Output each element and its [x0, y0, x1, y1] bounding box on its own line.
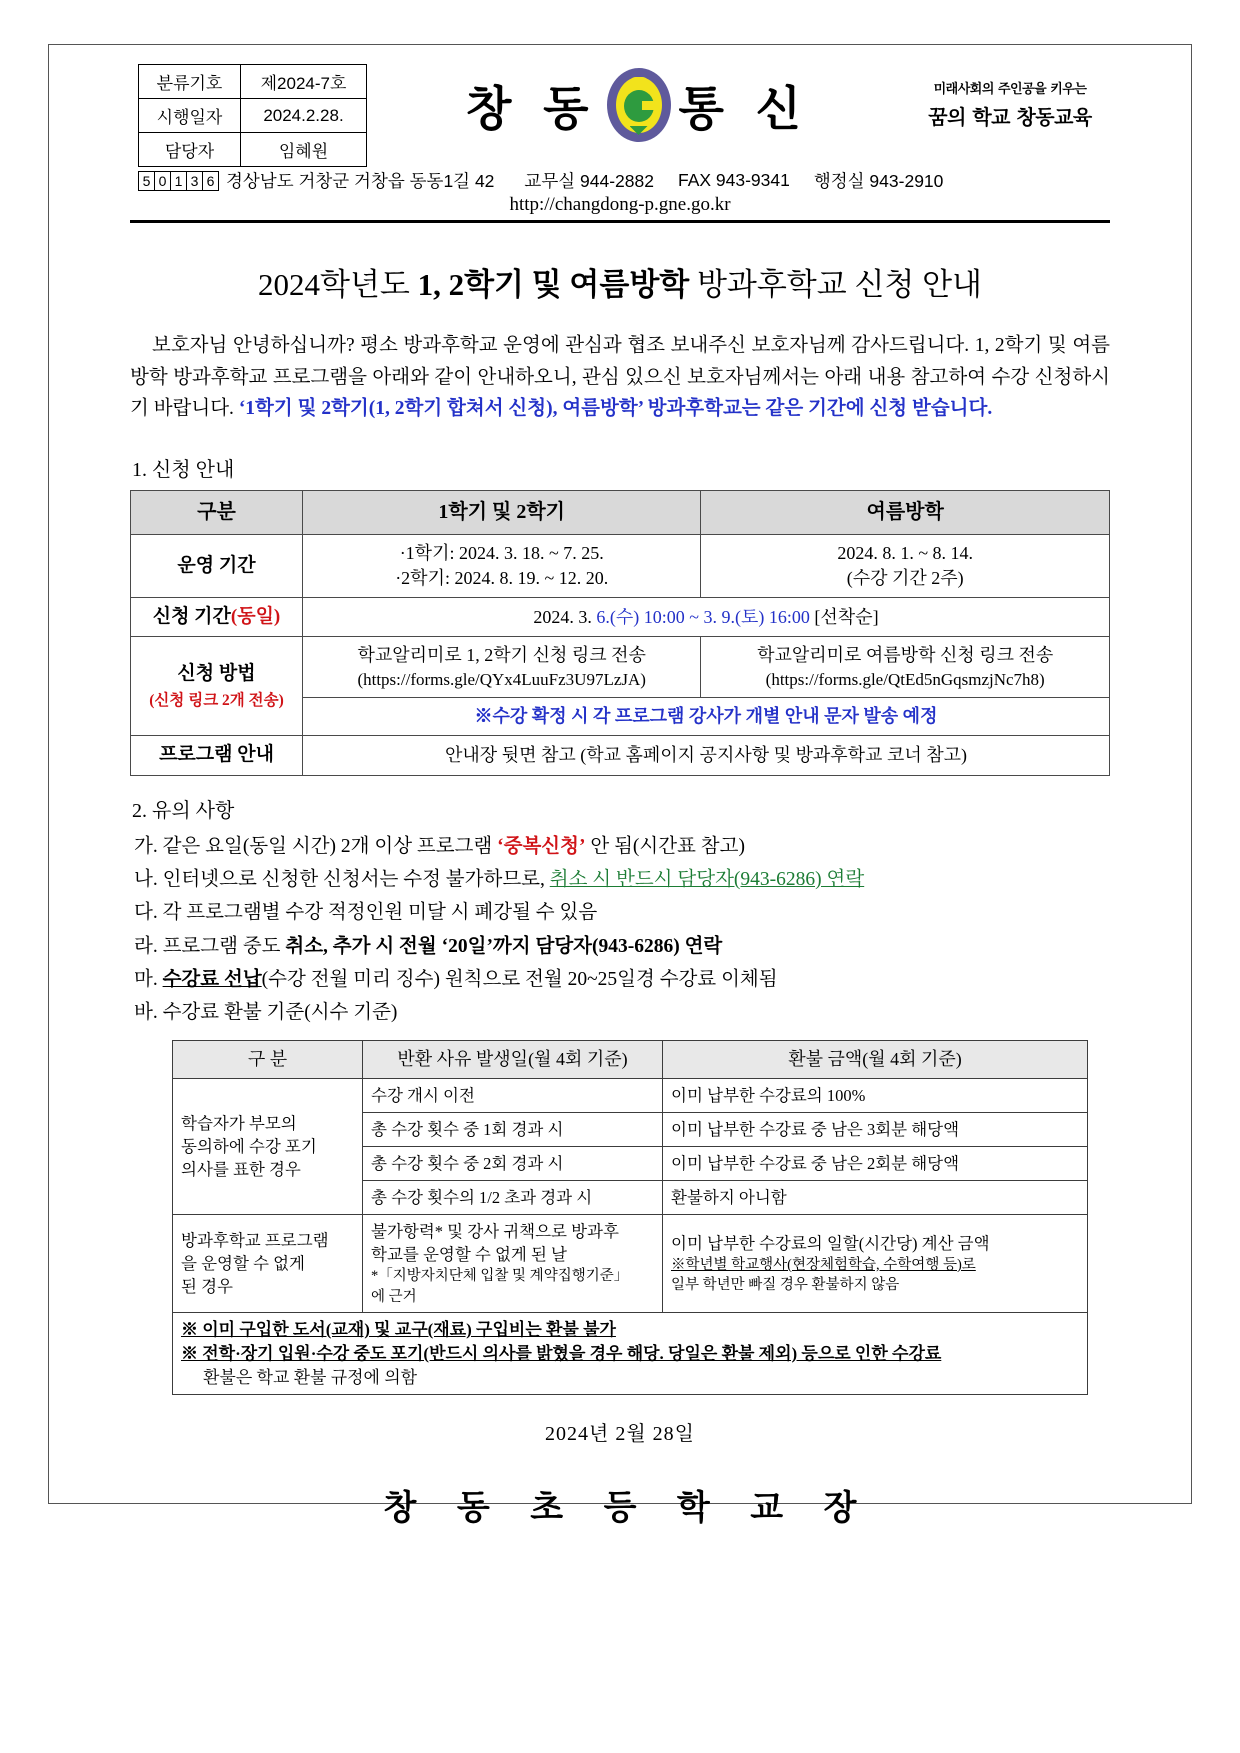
slogan-line-1: 미래사회의 주인공을 키우는 [933, 82, 1087, 97]
title-part-2: 방과후학교 신청 안내 [689, 267, 982, 302]
postal-code: 5 0 1 3 6 [138, 171, 218, 191]
intro-black-text: 보호자님 안녕하십니까? 평소 방과후학교 운영에 관심과 협조 보내주신 보호자님께 감사드립니다. 1, 2학기 및 여름방학 방과후학교 프로그램을 아래와 같이 안내하오니, 관심 있으신 보호자님께서는 아래 내용 참고하여 수강 신청하시기 바랍니다. [130, 335, 1110, 420]
group-2-label-line-2: 을 운영할 수 없게 [181, 1254, 305, 1274]
summer-period-duration: (수강 기간 2주) [846, 568, 964, 589]
semesters-form-url[interactable]: (https://forms.gle/QYx4LuuFz3U97LzJA) [357, 670, 646, 690]
application-period-value [303, 597, 1110, 636]
group-2-label-line-1: 방과후학교 프로그램 [181, 1231, 329, 1250]
application-method-semesters [303, 637, 701, 698]
note-a-post: 안 됨(시간표 참고) [585, 835, 745, 857]
note-d-emphasis: 취소, 추가 시 전월 ‘20일’까지 담당자(943-6286) 연락 [285, 935, 723, 957]
office-phone: 교무실 944-2882 [524, 171, 654, 191]
refund-reason-1: 수강 개시 이전 [363, 1078, 663, 1112]
row-label-application-method [131, 637, 303, 736]
table-header-row [131, 490, 1110, 535]
school-emblem-icon [607, 68, 671, 142]
row-label-program-info: 프로그램 안내 [131, 736, 303, 775]
masthead-title [367, 68, 910, 142]
note-marker-b: 나. [134, 868, 158, 890]
group-2-amount-note-1: ※학년별 학교행사(현장체험학습, 수학여행 등)로 [671, 1256, 976, 1273]
document-meta-table [138, 64, 367, 167]
application-period-label: 신청 기간 [152, 605, 231, 627]
group-2-amount-note-2: 일부 학년만 빠질 경우 환불하지 않음 [671, 1277, 900, 1294]
school-website-url[interactable]: http://changdong-p.gne.go.kr [509, 194, 731, 215]
refund-footer-notes [173, 1313, 1088, 1395]
issue-date: 2024년 2월 28일 [545, 1423, 695, 1446]
semesters-link-desc: 학교알리미로 1, 2학기 신청 링크 전송 [357, 645, 646, 666]
school-principal-signature: 창 동 초 등 학 교 장 [383, 1490, 873, 1528]
table-row-application-period [131, 597, 1110, 636]
masthead-title-left: 창 동 [465, 83, 599, 136]
apply-date-prefix: 2024. 3. [533, 606, 597, 627]
row-label-operation-period: 운영 기간 [131, 535, 303, 598]
semester-1-period: ·1학기: 2024. 3. 18. ~ 7. 25. [399, 543, 604, 564]
note-marker-f: 바. [134, 1002, 158, 1024]
refund-amount-2: 이미 납부한 수강료 중 남은 3회분 해당액 [663, 1112, 1088, 1146]
fax-number: FAX 943-9341 [677, 170, 790, 190]
note-d-pre: 프로그램 중도 [162, 935, 286, 957]
note-marker-d: 라. [134, 935, 158, 957]
title-part-1: 2024학년도 [258, 267, 418, 302]
meta-key-classification: 분류기호 [139, 65, 241, 99]
list-item [130, 931, 1110, 963]
section-1-heading: 1. 신청 안내 [132, 458, 235, 481]
summer-period-dates: 2024. 8. 1. ~ 8. 14. [837, 543, 974, 564]
refund-amount-4: 환불하지 아니함 [663, 1181, 1088, 1215]
note-b-pre: 인터넷으로 신청한 신청서는 수정 불가하므로, [162, 868, 550, 890]
table-row [139, 65, 367, 99]
group-2-label-line-3: 된 경우 [181, 1277, 233, 1297]
meta-value-date: 2024.2.28. [241, 99, 367, 133]
program-info-value: 안내장 뒷면 참고 (학교 홈페이지 공지사항 및 방과후학교 코너 참고) [303, 736, 1110, 775]
intro-paragraph [130, 330, 1110, 425]
table-row [173, 1078, 1088, 1112]
refund-group-1-label [173, 1078, 363, 1214]
refund-footer-line-3: 환불은 학교 환불 규정에 의함 [203, 1367, 418, 1387]
refund-reason-4: 총 수강 횟수의 1/2 초과 경과 시 [363, 1181, 663, 1215]
intro-blue-quote: ‘1학기 및 2학기(1, 2학기 합쳐서 신청), 여름방학’ [238, 398, 644, 420]
refund-amount-1: 이미 납부한 수강료의 100% [663, 1078, 1088, 1112]
meta-value-classification: 제2024-7호 [241, 65, 367, 99]
title-bold: 1, 2학기 및 여름방학 [417, 267, 690, 302]
note-marker-a: 가. [134, 835, 158, 857]
table-row-application-method [131, 637, 1110, 698]
masthead [130, 62, 1110, 223]
note-a-pre: 같은 요일(동일 시간) 2개 이상 프로그램 [162, 835, 498, 857]
refund-group-2-amount [663, 1215, 1088, 1313]
refund-footer-line-2: ※ 전학·장기 입원·수강 중도 포기(반드시 의사를 밝혔을 경우 해당. 당일은 환불 제외) 등으로 인한 수강료 [181, 1343, 942, 1363]
table-row [173, 1313, 1088, 1395]
refund-group-2-label [173, 1215, 363, 1313]
note-c-text: 각 프로그램별 수강 적정인원 미달 시 폐강될 수 있음 [162, 902, 598, 924]
table-row [139, 133, 367, 167]
summer-link-desc: 학교알리미로 여름방학 신청 링크 전송 [757, 645, 1054, 666]
row-label-application-period [131, 597, 303, 636]
th-category: 구분 [131, 490, 303, 535]
table-row-program-info [131, 736, 1110, 775]
group-1-label-line-1: 학습자가 부모의 [181, 1113, 297, 1133]
list-item [130, 964, 1110, 996]
list-item [130, 897, 1110, 929]
operation-period-summer [701, 535, 1110, 598]
summer-form-url[interactable]: (https://forms.gle/QtEd5nGqsmzjNc7h8) [765, 670, 1045, 690]
application-period-label-suffix: (동일) [230, 605, 281, 627]
th-refund-reason: 반환 사유 발생일(월 4회 기준) [363, 1040, 663, 1078]
note-marker-c: 다. [134, 902, 158, 924]
table-row [173, 1215, 1088, 1313]
table-row [139, 99, 367, 133]
intro-blue-rest: 방과후학교는 같은 기간에 신청 받습니다. [643, 398, 993, 420]
refund-reason-3: 총 수강 횟수 중 2회 경과 시 [363, 1147, 663, 1181]
apply-date-range: 6.(수) 10:00 ~ 3. 9.(토) 16:00 [596, 606, 810, 627]
masthead-title-right: 통 신 [678, 83, 812, 136]
table-row-operation-period [131, 535, 1110, 598]
list-item [130, 864, 1110, 896]
operation-period-semesters [303, 535, 701, 598]
th-semesters: 1학기 및 2학기 [303, 490, 701, 535]
application-method-sublabel: (신청 링크 2개 전송) [149, 691, 284, 709]
group-2-amount-main: 이미 납부한 수강료의 일할(시간당) 계산 금액 [671, 1233, 990, 1253]
list-item [130, 997, 1110, 1029]
address-line [130, 166, 1110, 193]
semester-2-period: ·2학기: 2024. 8. 19. ~ 12. 20. [395, 568, 609, 589]
slogan-line-2: 꿈의 학교 창동교육 [928, 105, 1092, 129]
application-info-table [130, 490, 1110, 776]
application-method-note: ※수강 확정 시 각 프로그램 강사가 개별 안내 문자 발송 예정 [303, 698, 1110, 736]
group-1-label-line-3: 의사를 표한 경우 [181, 1160, 301, 1180]
note-marker-e: 마. [134, 968, 158, 990]
school-slogan [910, 78, 1110, 130]
refund-policy-table [172, 1040, 1088, 1396]
refund-amount-3: 이미 납부한 수강료 중 남은 2회분 해당액 [663, 1147, 1088, 1181]
meta-value-manager: 임혜원 [241, 133, 367, 167]
refund-reason-2: 총 수강 횟수 중 1회 경과 시 [363, 1112, 663, 1146]
note-e-emphasis: 수강료 선납 [162, 968, 262, 990]
list-item [130, 831, 1110, 863]
apply-date-suffix: [선착순] [809, 606, 879, 627]
th-summer: 여름방학 [701, 490, 1110, 535]
refund-footer-line-1: ※ 이미 구입한 도서(교재) 및 교구(재료) 구입비는 환불 불가 [181, 1320, 616, 1340]
note-b-emphasis: 취소 시 반드시 담당자(943-6286) 연락 [549, 868, 865, 890]
meta-key-manager: 담당자 [139, 133, 241, 167]
group-2-reason-line-3: *「지방자치단체 입찰 및 계약집행기준」 [371, 1268, 629, 1285]
group-2-reason-line-1: 불가항력* 및 강사 귀책으로 방과후 [371, 1222, 619, 1242]
page-title [130, 259, 1110, 304]
group-1-label-line-2: 동의하에 수강 포기 [181, 1137, 317, 1157]
note-a-emphasis: ‘중복신청’ [497, 835, 586, 857]
note-e-post: (수강 전월 미리 징수) 원칙으로 전월 20~25일경 수강료 이체됨 [261, 968, 778, 990]
section-2-heading: 2. 유의 사항 [132, 799, 235, 822]
group-2-reason-line-2: 학교를 운영할 수 없게 된 날 [371, 1245, 567, 1265]
application-method-summer [701, 637, 1110, 698]
address-text: 경상남도 거창군 거창읍 동동1길 42 [226, 171, 495, 191]
group-2-reason-line-4: 에 근거 [371, 1288, 417, 1305]
table-header-row [173, 1040, 1088, 1078]
meta-key-date: 시행일자 [139, 99, 241, 133]
notice-list [130, 831, 1110, 1030]
note-f-text: 수강료 환불 기준(시수 기준) [162, 1002, 398, 1024]
th-refund-amount: 환불 금액(월 4회 기준) [663, 1040, 1088, 1078]
refund-group-2-reason [363, 1215, 663, 1313]
application-method-label: 신청 방법 [177, 663, 256, 685]
admin-phone: 행정실 943-2910 [813, 171, 944, 191]
th-refund-category: 구 분 [173, 1040, 363, 1078]
